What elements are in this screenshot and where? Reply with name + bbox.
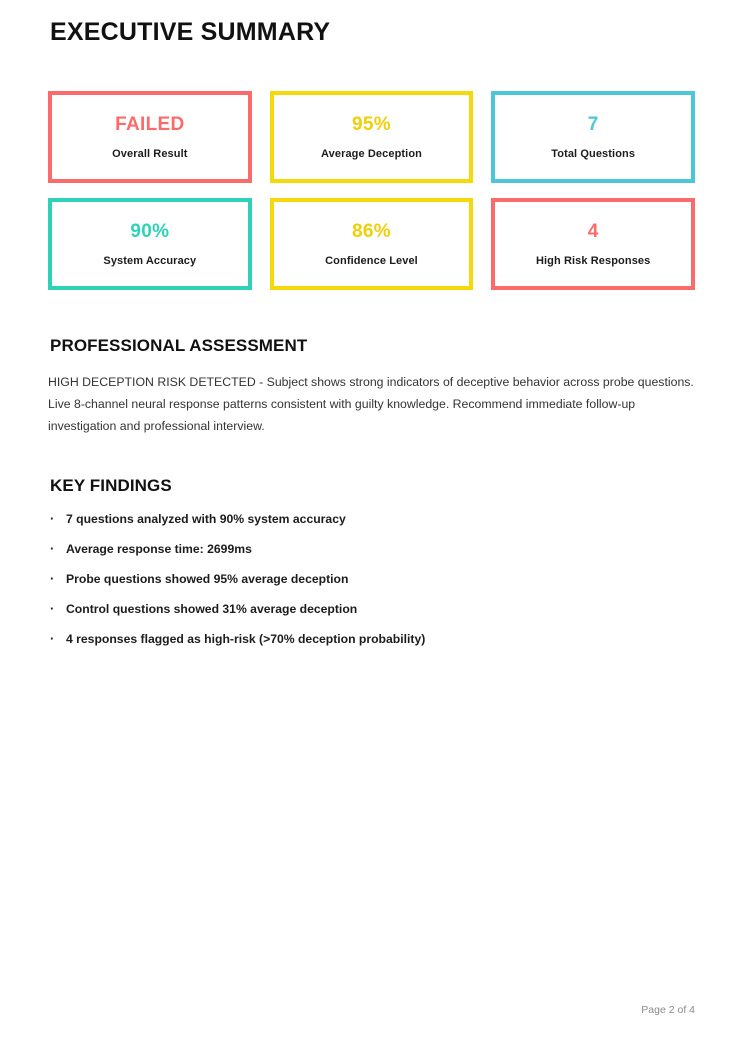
metric-card-label: System Accuracy (103, 255, 197, 267)
metric-card (270, 91, 474, 183)
bullet-icon: · (50, 510, 55, 526)
metric-card-label: Average Deception (321, 148, 422, 160)
page-title: EXECUTIVE SUMMARY (50, 18, 331, 46)
metric-card (491, 198, 695, 290)
bullet-icon: · (50, 570, 55, 586)
list-item (48, 572, 695, 586)
list-item (48, 512, 695, 526)
list-item-text: Control questions showed 31% average deception (66, 601, 358, 616)
metric-card-value: 95% (352, 114, 391, 135)
metric-card-label: Confidence Level (325, 255, 418, 267)
metric-card-value: 86% (352, 221, 391, 242)
professional-assessment-heading: PROFESSIONAL ASSESSMENT (50, 336, 308, 355)
metric-card (48, 198, 252, 290)
bullet-icon: · (50, 540, 55, 556)
metric-card (270, 198, 474, 290)
metric-card (491, 91, 695, 183)
metric-card-value: 7 (587, 114, 599, 135)
metric-card-label: Overall Result (112, 148, 188, 160)
metric-card (48, 91, 252, 183)
list-item-text: Average response time: 2699ms (66, 541, 252, 556)
metric-card-grid (48, 91, 695, 290)
key-findings-list (48, 512, 695, 646)
key-findings-heading: KEY FINDINGS (50, 475, 172, 495)
list-item (48, 602, 695, 616)
metric-card-value: FAILED (115, 114, 185, 135)
list-item-text: 4 responses flagged as high-risk (>70% deception probability) (66, 631, 426, 646)
list-item-text: 7 questions analyzed with 90% system accuracy (66, 511, 346, 526)
list-item (48, 632, 695, 646)
metric-card-label: High Risk Responses (535, 255, 651, 267)
list-item-text: Probe questions showed 95% average deception (66, 571, 349, 586)
professional-assessment-body: HIGH DECEPTION RISK DETECTED - Subject shows strong indicators of deceptive behavior across probe questions. Live 8-channel neural response patterns consistent with guilty knowledge. Recommend immediate follow-up investigation and professional interview. (48, 375, 694, 433)
list-item (48, 542, 695, 556)
metric-card-value: 90% (130, 221, 170, 242)
metric-card-value: 4 (587, 221, 599, 242)
page-number-footer: Page 2 of 4 (641, 1004, 695, 1016)
metric-card-label: Total Questions (551, 148, 636, 160)
bullet-icon: · (50, 630, 55, 646)
bullet-icon: · (50, 600, 55, 616)
